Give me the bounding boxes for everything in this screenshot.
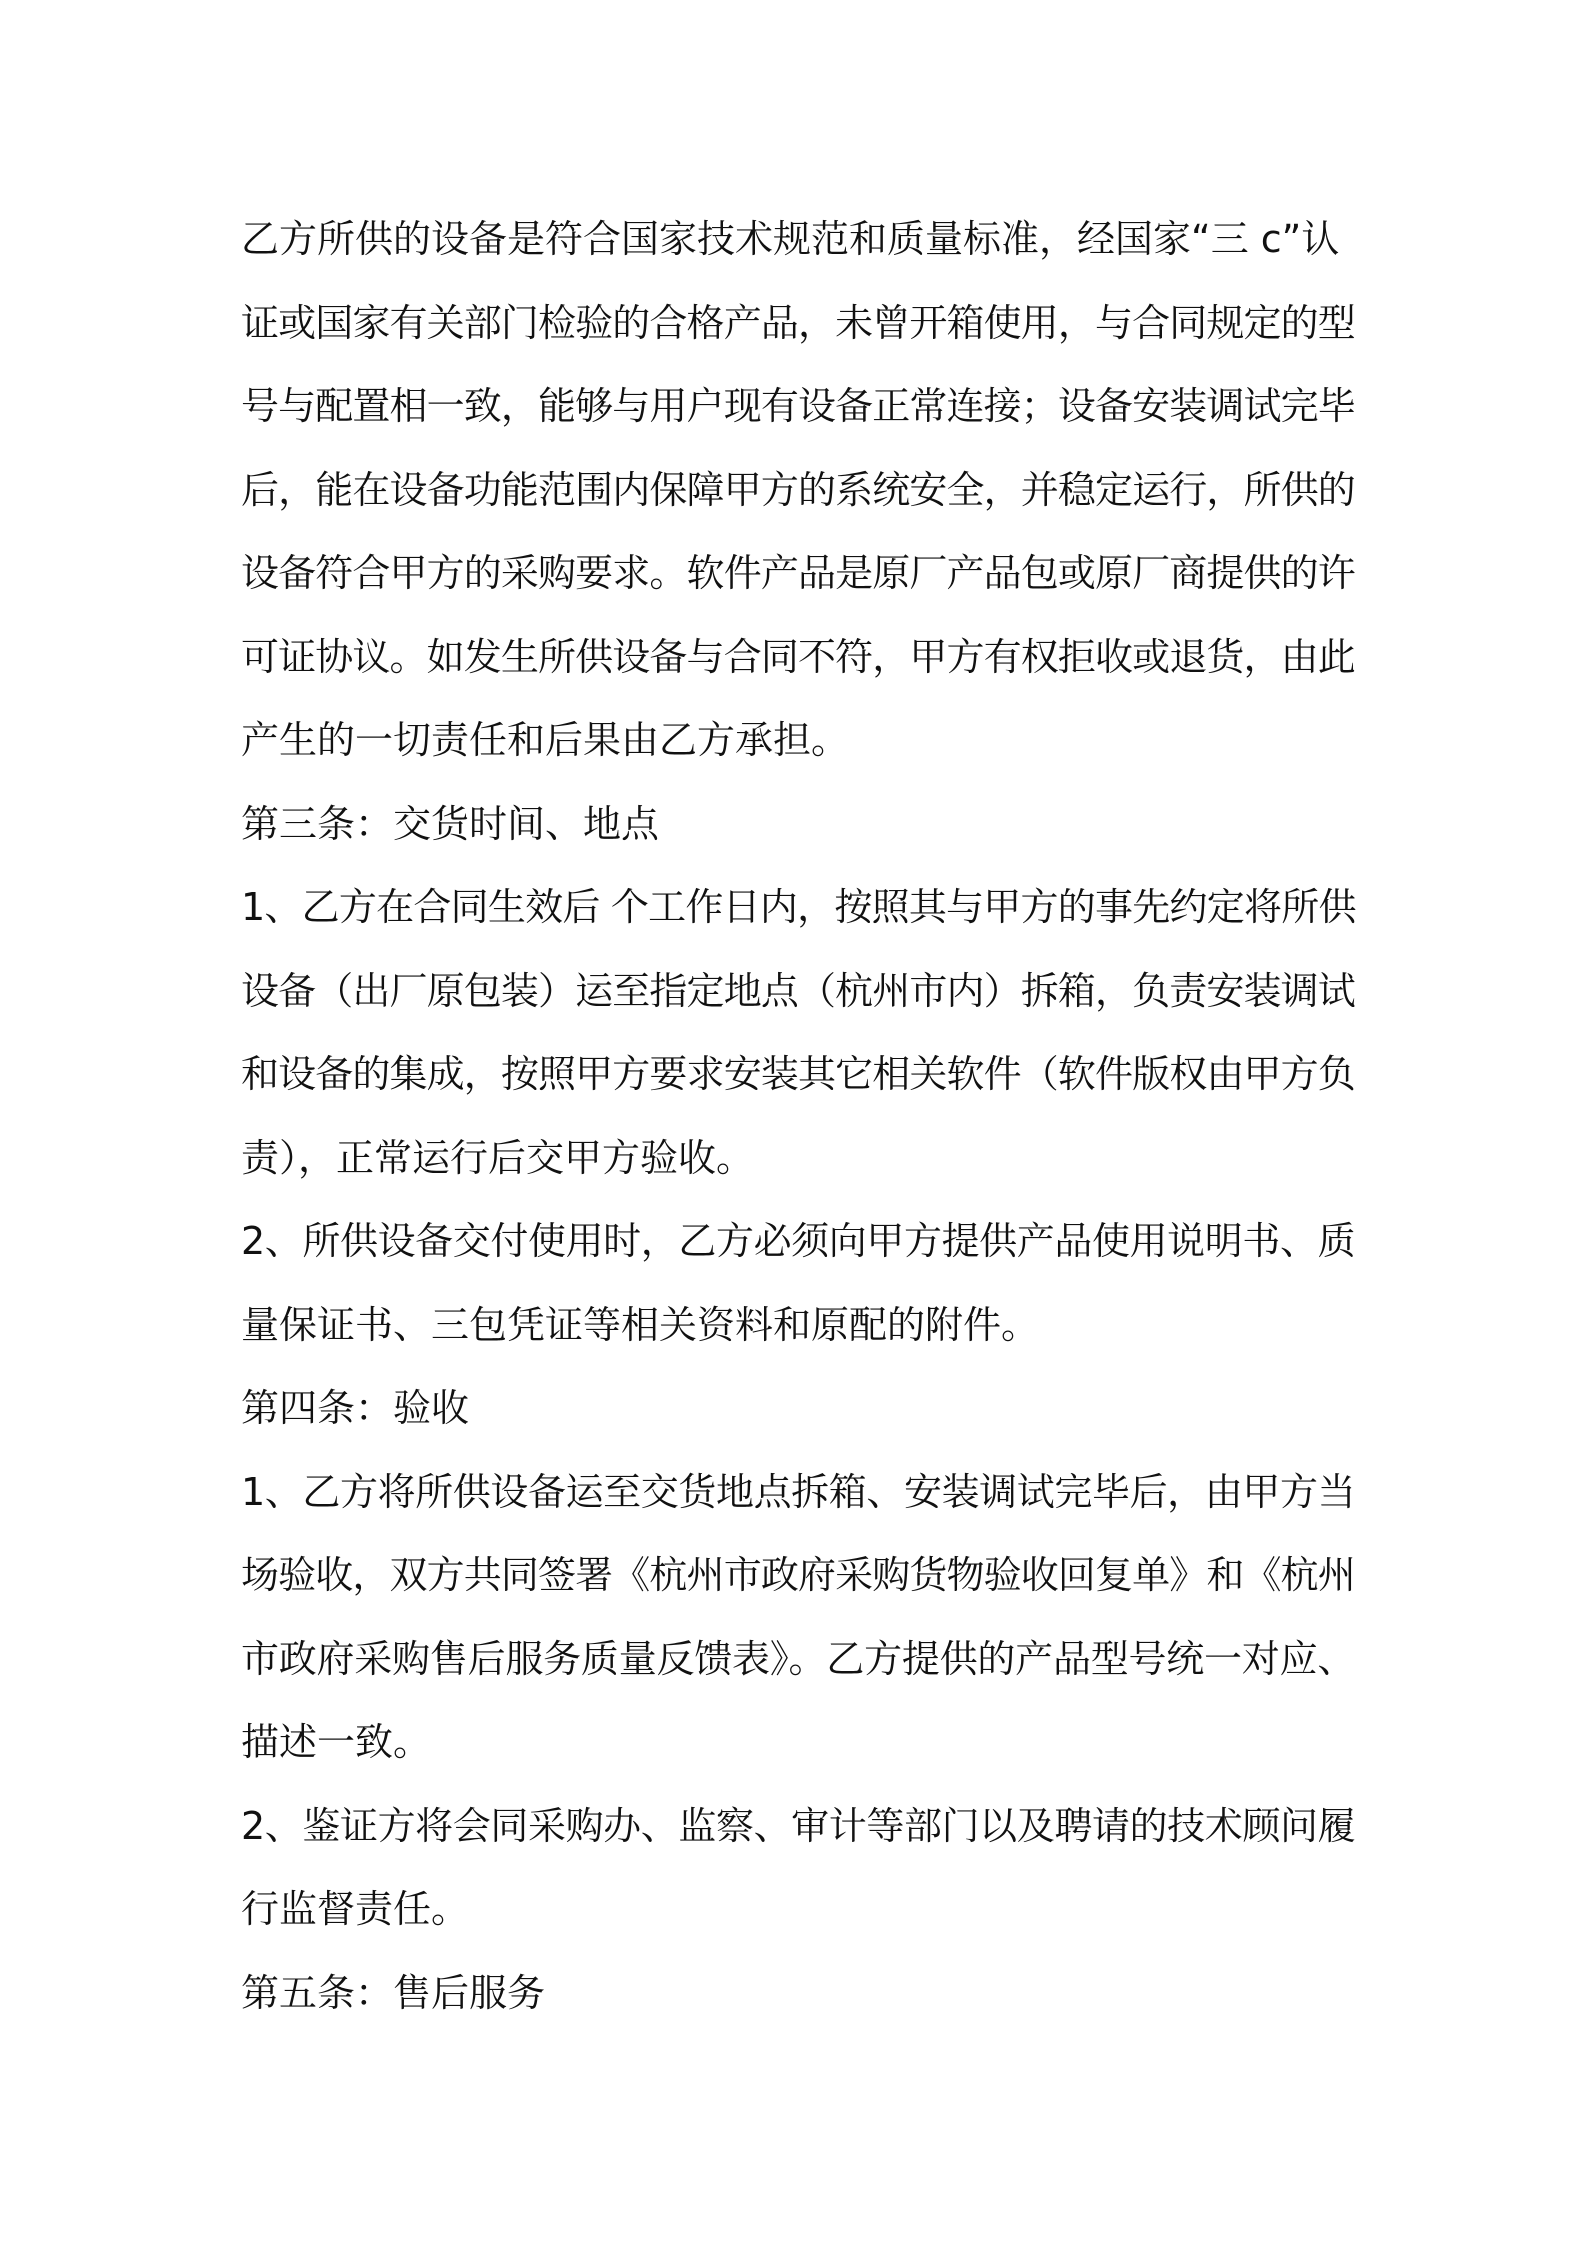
text-line: 市政府采购售后服务质量反馈表》。乙方提供的产品型号统一对应、 [241,1636,1356,1681]
text-line: 和设备的集成，按照甲方要求安装其它相关软件（软件版权由甲方负 [241,1052,1355,1096]
text-line: 行监督责任。 [241,1887,470,1931]
paragraph-article-3-item-1 [241,866,1361,1200]
heading-article-4 [241,1367,1361,1451]
text-line: 证或国家有关部门检验的合格产品，未曾开箱使用，与合同规定的型 [241,300,1355,345]
text-line: 1、乙方在合同生效后 个工作日内，按照其与甲方的事先约定将所供 [241,885,1356,929]
heading-article-5 [241,1952,1361,2036]
text-line: 量保证书、三包凭证等相关资料和原配的附件。 [241,1302,1040,1347]
document-body [241,198,1361,2035]
text-line: 设备符合甲方的采购要求。软件产品是原厂产品包或原厂商提供的许 [241,551,1355,595]
text-line: 1、乙方将所供设备运至交货地点拆箱、安装调试完毕后，由甲方当 [241,1469,1356,1514]
paragraph-article-4-item-1 [241,1451,1361,1785]
paragraph-article-4-item-2 [241,1785,1361,1952]
text-line: 2、鉴证方将会同采购办、监察、审计等部门以及聘请的技术顾问履 [241,1803,1356,1848]
section-heading: 第四条：验收 [241,1386,470,1430]
paragraph-equipment-quality [241,198,1361,783]
heading-article-3 [241,783,1361,867]
text-line: 产生的一切责任和后果由乙方承担。 [241,718,850,762]
text-line: 号与配置相一致，能够与用户现有设备正常连接；设备安装调试完毕 [241,384,1355,428]
text-line: 描述一致。 [241,1720,432,1764]
text-line: 2、所供设备交付使用时，乙方必须向甲方提供产品使用说明书、质 [241,1219,1356,1263]
text-line: 后，能在设备功能范围内保障甲方的系统安全，并稳定运行，所供的 [241,467,1355,512]
text-line: 责），正常运行后交甲方验收。 [241,1135,755,1180]
section-heading: 第五条：售后服务 [241,1970,546,2015]
paragraph-article-3-item-2 [241,1200,1361,1367]
text-line: 乙方所供的设备是符合国家技术规范和质量标准，经国家“三 c”认 [241,217,1340,261]
section-heading: 第三条：交货时间、地点 [241,801,660,846]
text-line: 设备（出厂原包装）运至指定地点（杭州市内）拆箱，负责安装调试 [241,968,1355,1013]
text-line: 场验收，双方共同签署《杭州市政府采购货物验收回复单》和《杭州 [241,1553,1355,1597]
text-line: 可证协议。如发生所供设备与合同不符，甲方有权拒收或退货，由此 [241,634,1355,679]
